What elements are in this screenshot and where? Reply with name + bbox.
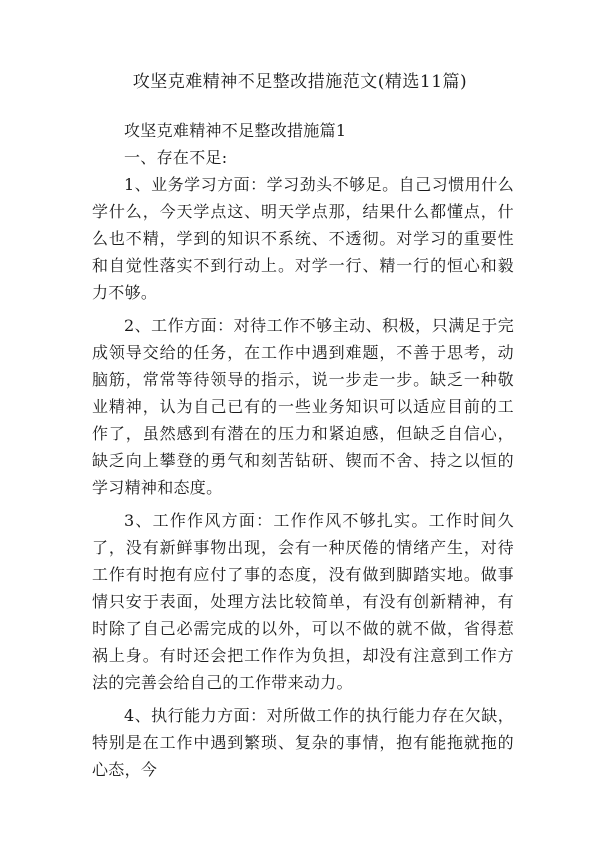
paragraph-execution: 4、执行能力方面：对所做工作的执行能力存在欠缺，特别是在工作中遇到繁琐、复杂的事情，抱有能拖就拖的心态，今 [92,706,514,779]
paragraph-work-style: 3、工作作风方面：工作作风不够扎实。工作时间久了，没有新鲜事物出现，会有一种厌倦的情绪产生，对待工作有时抱有应付了事的态度，没有做到脚踏实地。做事情只安于表面，处理方法比较简单，有没有创新精神，有时除了自己必需完成的以外，可以不做的就不做，省得惹祸上身。有时还会把工作作为负担，却没有注意到工作方法的完善会给自己的工作带来动力。 [92,511,514,692]
paragraph-work: 2、工作方面：对待工作不够主动、积极，只满足于完成领导交给的任务，在工作中遇到难题，不善于思考，动脑筋，常常等待领导的指示，说一步走一步。缺乏一种敬业精神，认为自己已有的一些业务知识可以适应目前的工作了，虽然感到有潜在的压力和紧迫感，但缺乏自信心，缺乏向上攀登的勇气和刻苦钻研、锲而不舍、持之以恒的学习精神和态度。 [92,316,514,497]
heading-shortcomings: 一、存在不足: [124,148,228,167]
document-body [92,117,514,783]
paragraph-study: 1、业务学习方面：学习劲头不够足。自己习惯用什么学什么，今天学点这、明天学点那，结果什么都懂点，什么也不精，学到的知识不系统、不透彻。对学习的重要性和自觉性落实不到行动上。对学一行、精一行的恒心和毅力不够。 [92,175,514,302]
document-title: 攻坚克难精神不足整改措施范文(精选11篇) [132,72,468,92]
section-title: 攻坚克难精神不足整改措施篇1 [124,121,347,140]
